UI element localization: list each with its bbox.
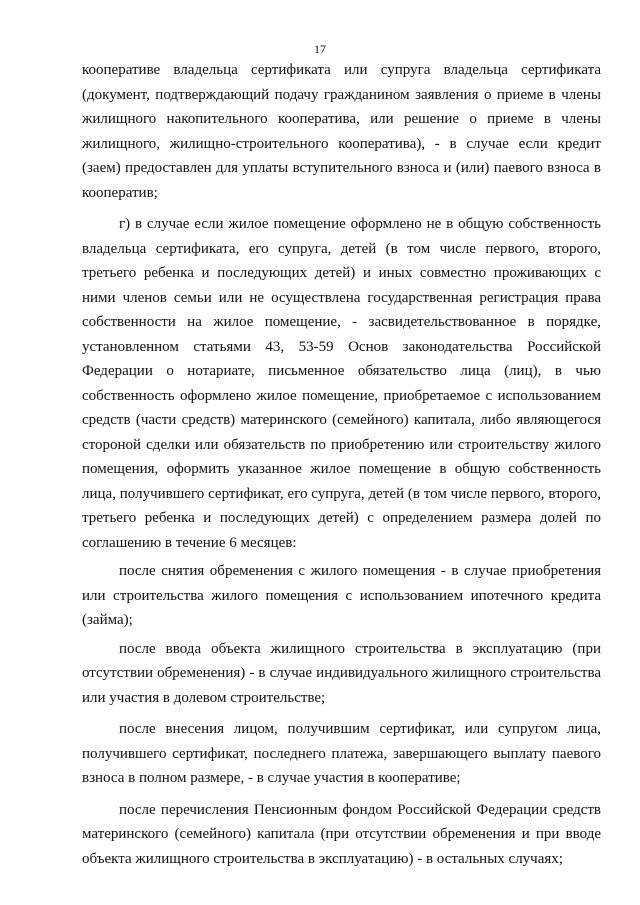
paragraph-after-final-payment: после внесения лицом, получившим сертификат, или супругом лица, получившего сертификат, последнего платежа, завершающего выплату паевого взноса в полном размере, - в случае участия в кооперативе; bbox=[82, 721, 601, 786]
paragraph-item-g: г) в случае если жилое помещение оформлено не в общую собственность владельца сертификата, его супруга, детей (в том числе первого, второго, третьего ребенка и последующих детей) и иных совместно проживающих с ними членов семьи или не осуществлена государственная регистрация права собственности на жилое помещение, - засвидетельствованное в порядке, установленном статьями 43, 53-59 Основ законодательства Российской Федерации о нотариате, письменное обязательство лица (лиц), в чью собственность оформлено жилое помещение, приобретаемое с использованием средств (части средств) материнского (семейного) капитала, либо являющегося стороной сделки или обязательств по приобретению или строительству жилого помещения, оформить указанное жилое помещение в общую собственность лица, получившего сертификат, его супруга, детей (в том числе первого, второго, третьего ребенка и последующих детей) с определением размера долей по соглашению в течение 6 месяцев: bbox=[82, 216, 601, 551]
paragraph-after-fund-transfer: после перечисления Пенсионным фондом Российской Федерации средств материнского (семейного) капитала (при отсутствии обременения и при вводе объекта жилищного строительства в эксплуатацию) - в остальных случаях; bbox=[82, 801, 601, 867]
paragraph-after-encumbrance-removal: после снятия обременения с жилого помещения - в случае приобретения или строительства жилого помещения с использованием ипотечного кредита (займа); bbox=[82, 563, 601, 628]
paragraph-after-commissioning: после ввода объекта жилищного строительства в эксплуатацию (при отсутствии обременения) - в случае индивидуального жилищного строительства или участия в долевом строительстве; bbox=[82, 640, 601, 706]
paragraph-cooperative-continuation: кооперативе владельца сертификата или супруга владельца сертификата (документ, подтверждающий подачу гражданином заявления о приеме в члены жилищного накопительного кооператива, или решение о приеме в члены жилищного, жилищно-строительного кооператива), - в случае если кредит (заем) предоставлен для уплаты вступительного взноса и (или) паевого взноса в кооператив; bbox=[82, 62, 601, 201]
page-number: 17 bbox=[314, 42, 326, 56]
document-body bbox=[82, 58, 601, 878]
